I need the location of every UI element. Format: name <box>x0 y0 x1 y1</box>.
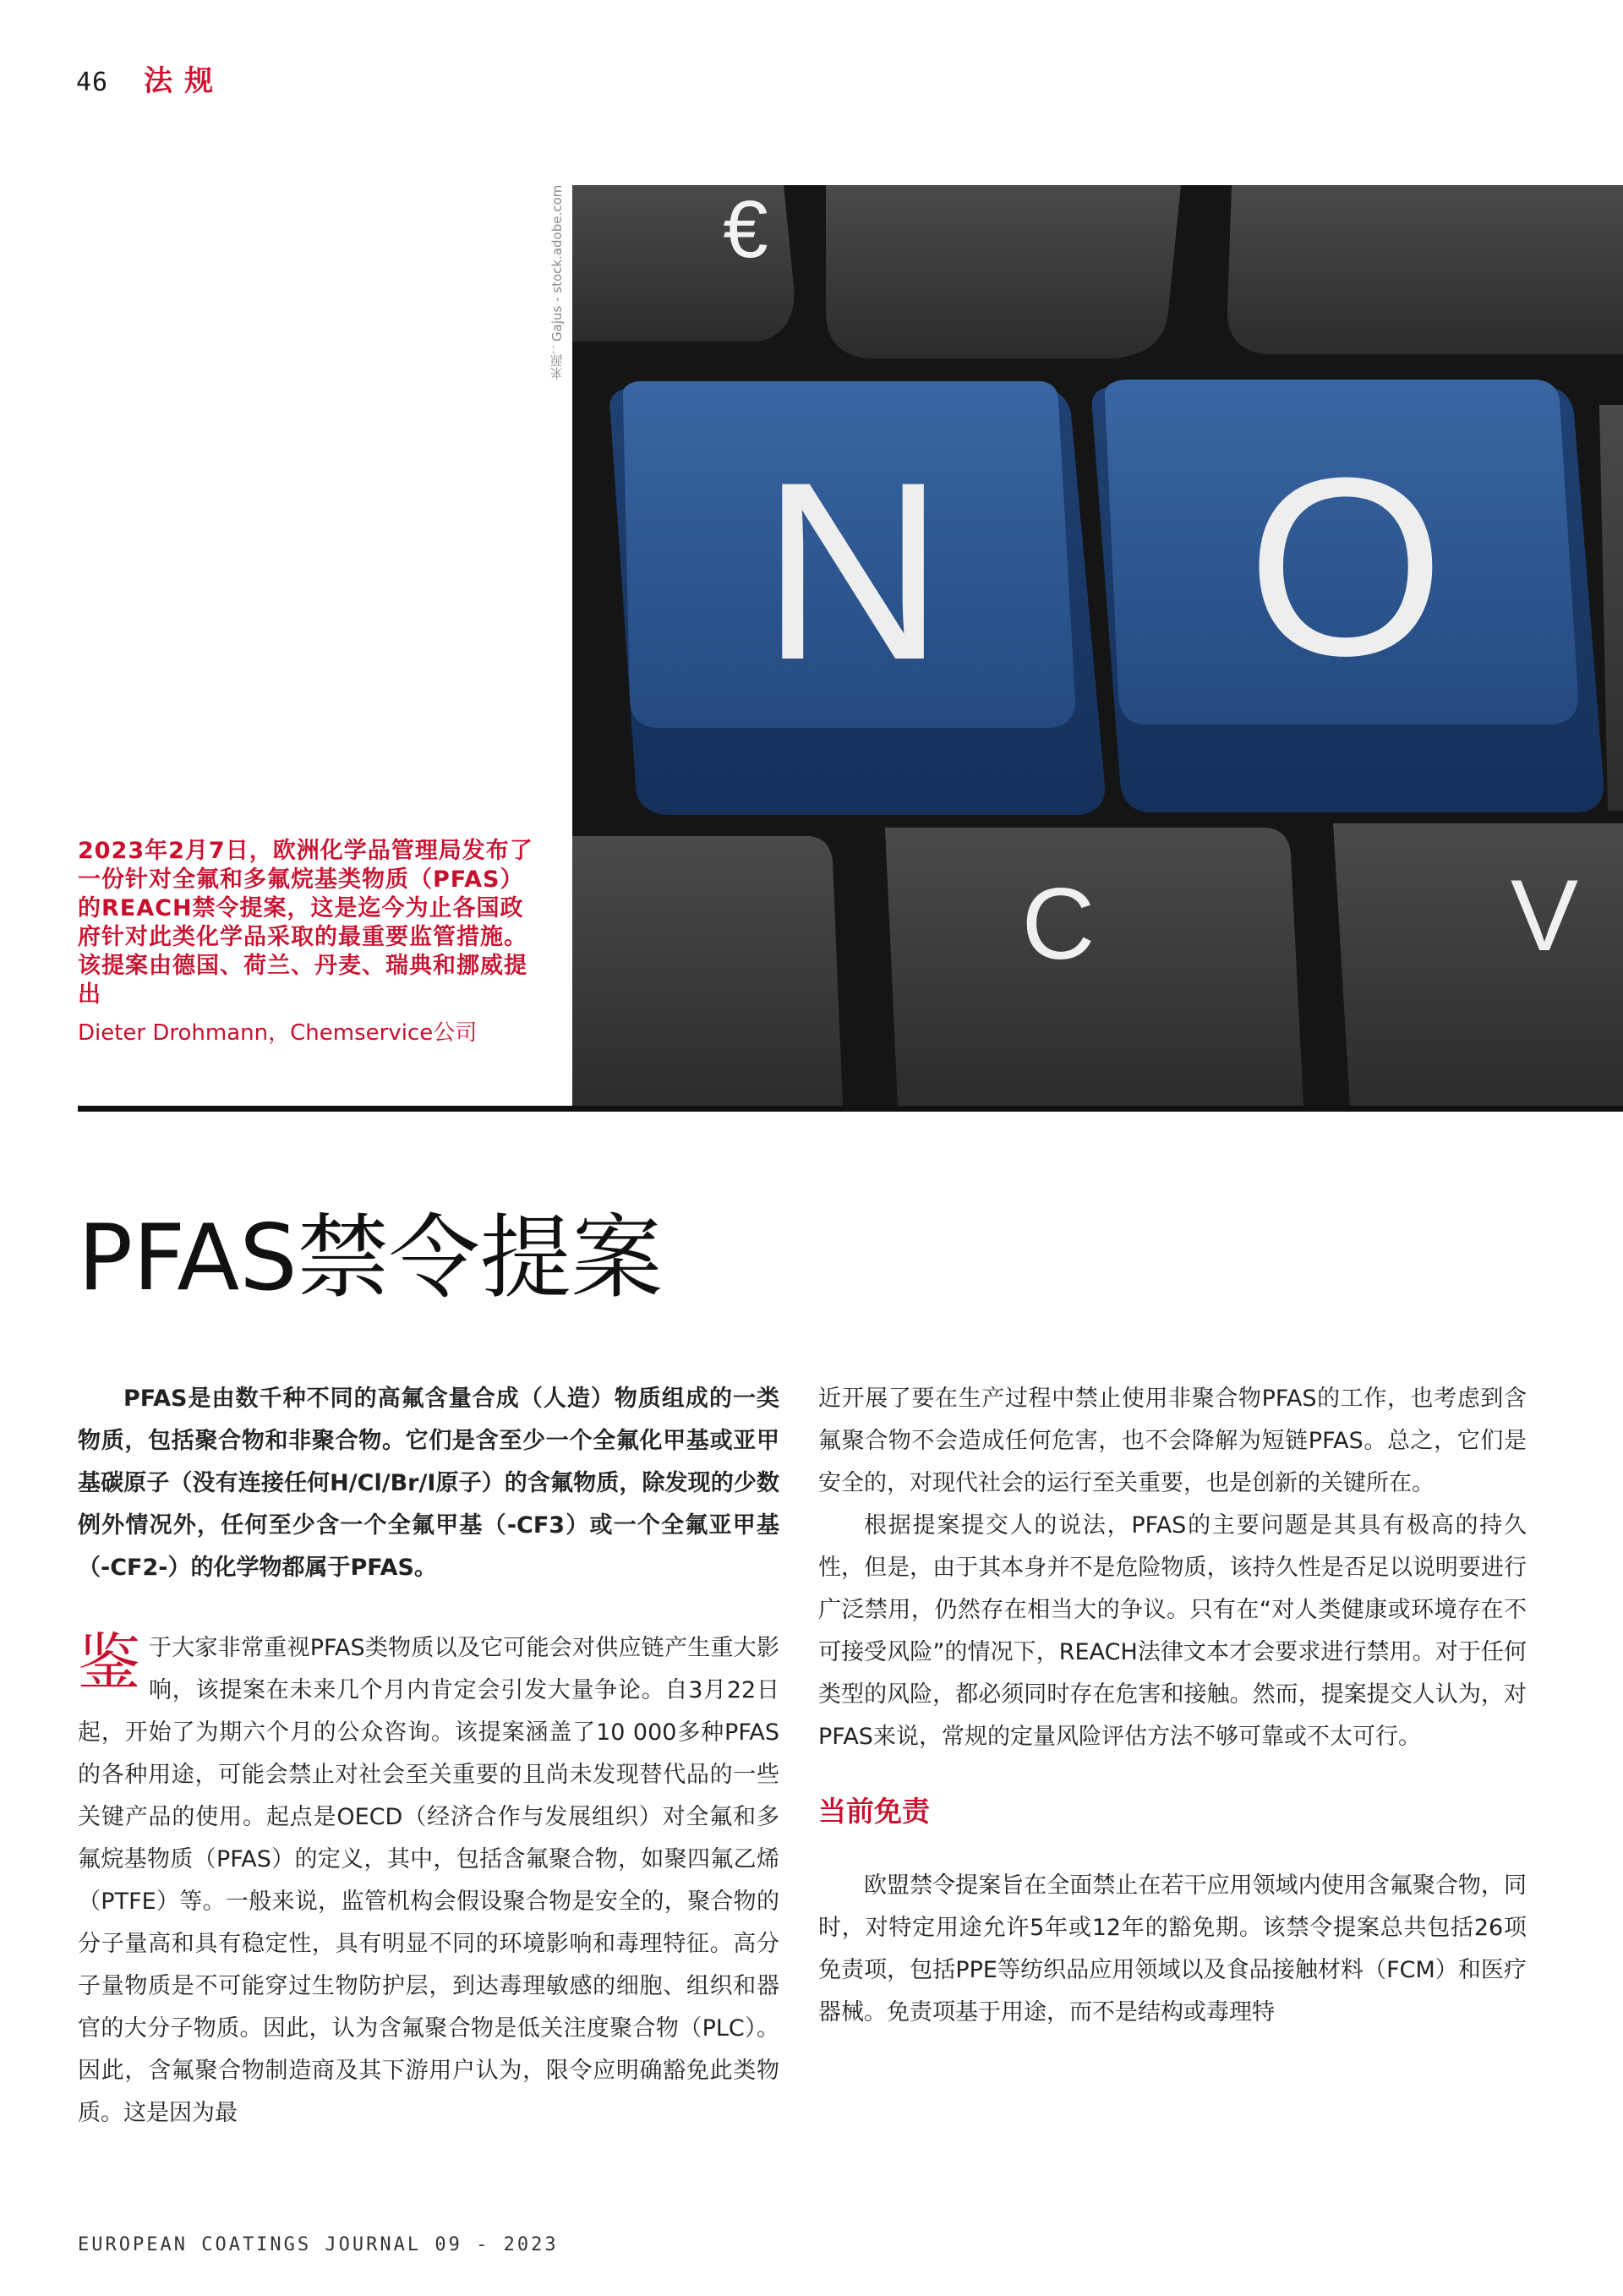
key-v <box>1333 823 1623 1106</box>
key-euro-legend: € <box>723 185 768 275</box>
keyboard-illustration <box>572 185 1623 1106</box>
drop-cap: 鉴 <box>78 1626 140 1699</box>
article-paragraph-1 <box>78 1627 779 2135</box>
column-left <box>78 1378 779 2135</box>
page-header <box>76 57 225 100</box>
lede-author: Dieter Drohmann，Chemservice公司 <box>78 1020 478 1046</box>
column-right <box>818 1378 1527 2034</box>
page-number: 46 <box>76 68 109 97</box>
lede-text: 2023年2月7日，欧洲化学品管理局发布了一份针对全氟和多氟烷基类物质（PFAS）的REACH禁令提案，这是迄今为止各国政府针对此类化学品采取的最重要监管措施。该提案由德国、荷兰、丹麦、瑞典和挪威提出 <box>78 838 533 1008</box>
key-c-legend: C <box>1021 867 1096 981</box>
article-paragraph-4: 欧盟禁令提案旨在全面禁止在若干应用领域内使用含氟聚合物，同时，对特定用途允许5年或12年的豁免期。该禁令提案总共包括26项免责项，包括PPE等纺织品应用领域以及食品接触材料（FCM）和医疗器械。免责项基于用途，而不是结构或毒理特 <box>818 1872 1527 2025</box>
photo-credit: 来源：Gajus - stock.adobe.com <box>549 184 565 380</box>
key-n-legend: N <box>761 429 945 713</box>
section-subhead: 当前免责 <box>818 1795 930 1828</box>
key-bottom-left <box>572 836 843 1106</box>
article-intro: PFAS是由数千种不同的高氟含量合成（人造）物质组成的一类物质，包括聚合物和非聚合物。它们是含至少一个全氟化甲基或亚甲基碳原子（没有连接任何H/Cl/Br/I原子）的含氟物质，除发现的少数例外情况外，任何至少含一个全氟甲基（-CF3）或一个全氟亚甲基（-CF2-）的化学物都属于PFAS。 <box>78 1386 779 1581</box>
article-paragraph-2: 近开展了要在生产过程中禁止使用非聚合物PFAS的工作，也考虑到含氟聚合物不会造成任何危害，也不会降解为短链PFAS。总之，它们是安全的，对现代社会的运行至关重要，也是创新的关键所在。 <box>818 1386 1527 1496</box>
article-title: PFAS禁令提案 <box>78 1205 663 1311</box>
article-paragraph-1-text: 于大家非常重视PFAS类物质以及它可能会对供应链产生重大影响，该提案在未来几个月内肯定会引发大量争论。自3月22日起，开始了为期六个月的公众咨询。该提案涵盖了10 000多种PFAS的各种用途，可能会禁止对社会至关重要的且尚未发现替代品的一些关键产品的使用。起点是OECD（经济合作与发展组织）对全氟和多氟烷基物质（PFAS）的定义，其中，包括含氟聚合物，如聚四氟乙烯（PTFE）等。一般来说，监管机构会假设聚合物是安全的，聚合物的分子量高和具有稳定性，具有明显不同的环境影响和毒理特征。高分子量物质是不可能穿过生物防护层，到达毒理敏感的细胞、组织和器官的大分子物质。因此，认为含氟聚合物是低关注度聚合物（PLC）。因此，含氟聚合物制造商及其下游用户认为，限令应明确豁免此类物质。这是因为最 <box>78 1635 779 2126</box>
key-v-legend: V <box>1510 859 1579 972</box>
section-label: 法规 <box>144 64 226 98</box>
divider-rule <box>78 1106 1623 1112</box>
page-footer: EUROPEAN COATINGS JOURNAL 09 - 2023 <box>78 2234 559 2255</box>
key-top-middle <box>826 185 1181 358</box>
key-top-right <box>1227 185 1623 354</box>
article-paragraph-3: 根据提案提交人的说法，PFAS的主要问题是其具有极高的持久性，但是，由于其本身并不是危险物质，该持久性是否足以说明要进行广泛禁用，仍然存在相当大的争议。只有在“对人类健康或环境存在不可接受风险”的情况下，REACH法律文本才会要求进行禁用。对于任何类型的风险，都必须同时存在危害和接触。然而，提案提交人认为，对PFAS来说，常规的定量风险评估方法不够可靠或不太可行。 <box>818 1512 1527 1750</box>
key-o-legend: O <box>1247 424 1445 708</box>
keyboard-photo <box>572 185 1623 1106</box>
